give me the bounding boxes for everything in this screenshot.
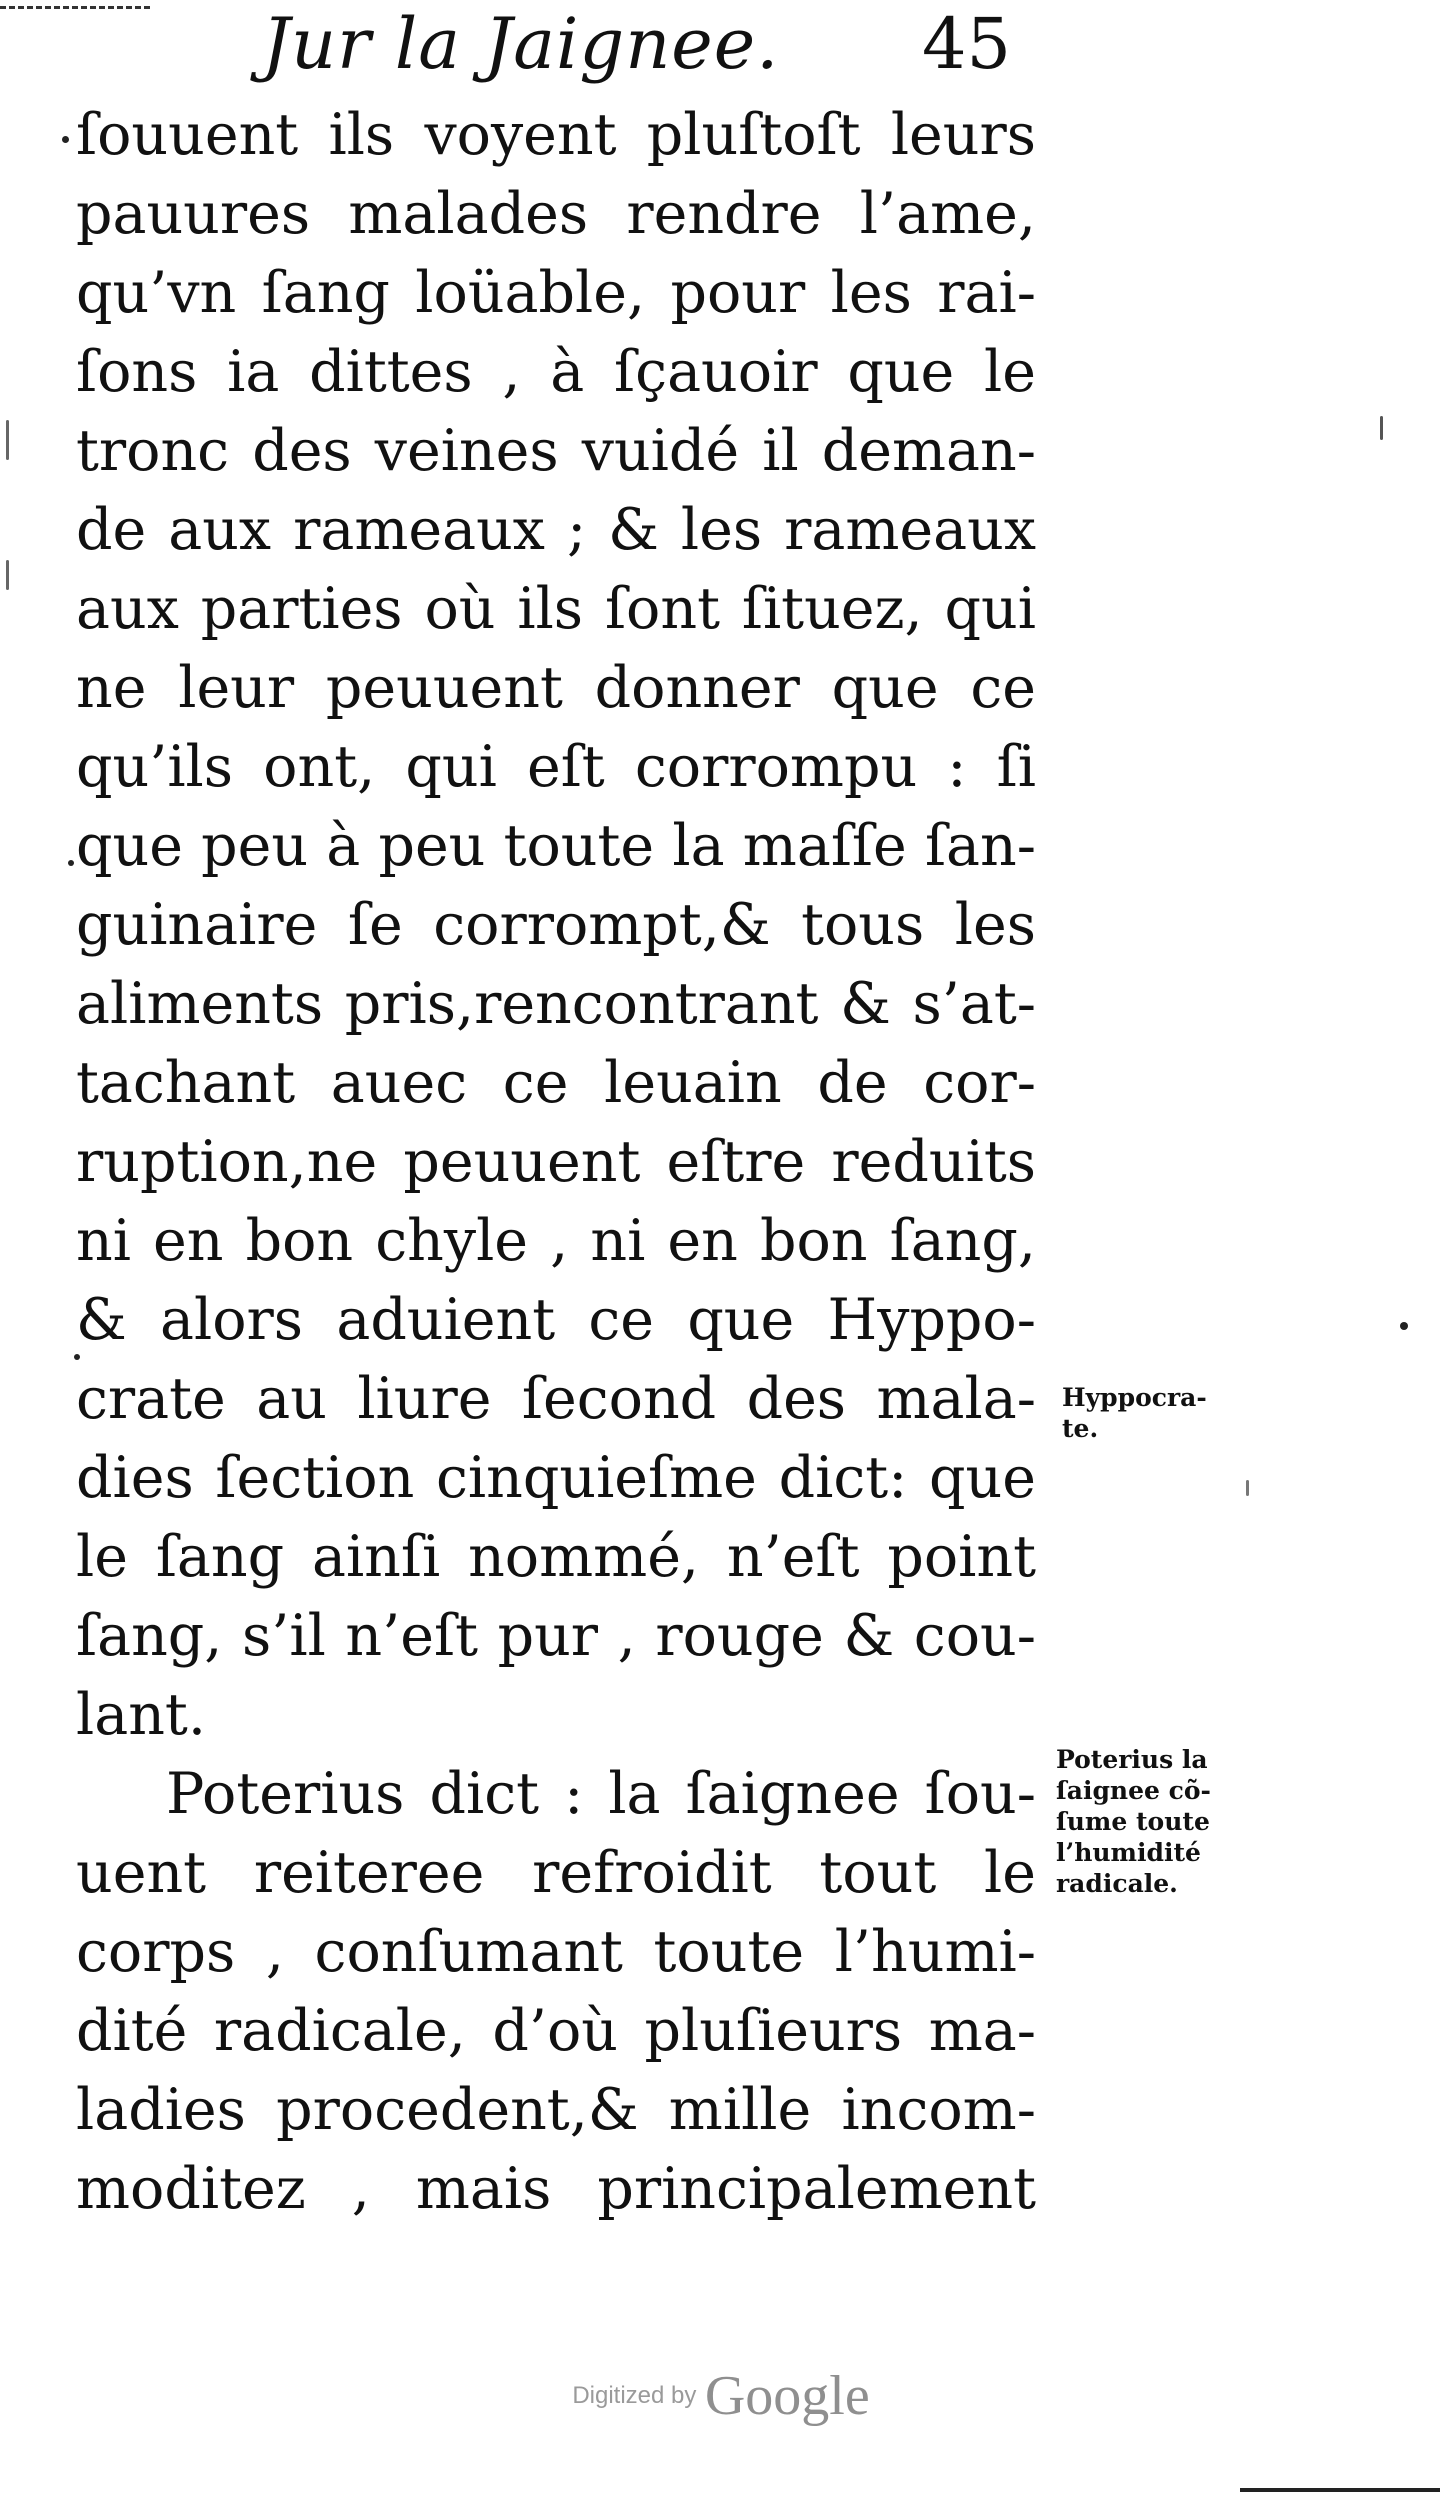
text-line: aux parties où ils ſont ſituez, qui (76, 576, 1036, 642)
page-number: 45 (922, 3, 1012, 85)
paragraph-start-line: Poterius dict : la ſaignee ſou- (166, 1761, 1036, 1827)
text-line: crate au liure ſecond des mala- (76, 1366, 1036, 1432)
text-line: ſang, s’il n’eſt pur , rouge & cou- (76, 1603, 1036, 1669)
ink-speck (62, 136, 69, 143)
google-logo: Google (704, 2365, 870, 2427)
text-line: lant. (76, 1682, 206, 1748)
margin-note-hyppocrate (1062, 1382, 1207, 1444)
ink-speck (1246, 1480, 1249, 1496)
margin-note-line: te. (1062, 1414, 1099, 1443)
margin-note-line: ſume toute (1056, 1807, 1210, 1836)
text-line: uent reiteree refroidit tout le (76, 1840, 1036, 1906)
text-line: ne leur peuuent donner que ce (76, 655, 1036, 721)
text-line: tronc des veines vuidé il deman- (76, 418, 1036, 484)
ink-speck (68, 860, 74, 866)
ink-speck (1380, 416, 1383, 440)
text-line: ladies procedent,& mille incom- (76, 2077, 1036, 2143)
digitized-label: Digitized by (572, 2382, 697, 2409)
margin-note-line: ſaignee cõ- (1056, 1776, 1211, 1805)
text-line: ſons ia dittes , à ſçauoir que le (76, 339, 1036, 405)
margin-note-line: radicale. (1056, 1869, 1178, 1898)
ink-speck (74, 1354, 80, 1360)
ink-speck (6, 420, 9, 460)
text-line: dies ſection cinquieſme dict: que (76, 1445, 1036, 1511)
margin-note-line: l’humidité (1056, 1838, 1201, 1867)
text-line: ſouuent ils voyent pluſtoſt leurs (76, 102, 1036, 168)
text-line: le ſang ainſi nommé, n’eſt point (76, 1524, 1036, 1590)
text-line: que peu à peu toute la maſſe ſan- (76, 813, 1036, 879)
digitization-watermark (0, 2364, 1442, 2428)
text-line: aliments pris,rencontrant & s’at- (76, 971, 1036, 1037)
text-line: & alors aduient ce que Hyppo- (76, 1287, 1036, 1353)
body-text (76, 96, 1036, 2229)
running-head: Jur la Jaignee. (262, 3, 780, 85)
text-line: de aux rameaux ; & les rameaux (76, 497, 1036, 563)
text-line: moditez , mais principalement (76, 2156, 1036, 2222)
margin-note-poterius (1056, 1744, 1211, 1899)
text-line: dité radicale, d’où pluſieurs ma- (76, 1998, 1036, 2064)
text-line: qu’vn ſang loüable, pour les rai- (76, 260, 1036, 326)
text-line: ni en bon chyle , ni en bon ſang, (76, 1208, 1036, 1274)
text-line: ruption,ne peuuent eſtre reduits (76, 1129, 1036, 1195)
bottom-edge-rule (1240, 2488, 1440, 2500)
ink-speck (6, 560, 9, 590)
ink-speck (1400, 1322, 1408, 1330)
margin-note-line: Poterius la (1056, 1745, 1208, 1774)
margin-note-line: Hyppocra- (1062, 1383, 1207, 1412)
text-line: qu’ils ont, qui eſt corrompu : ſi (76, 734, 1036, 800)
text-line: pauures malades rendre l’ame, (76, 181, 1036, 247)
text-line: tachant auec ce leuain de cor- (76, 1050, 1036, 1116)
text-line: corps , conſumant toute l’humi- (76, 1919, 1036, 1985)
top-edge-rule (0, 6, 150, 9)
text-line: guinaire ſe corrompt,& tous les (76, 892, 1036, 958)
